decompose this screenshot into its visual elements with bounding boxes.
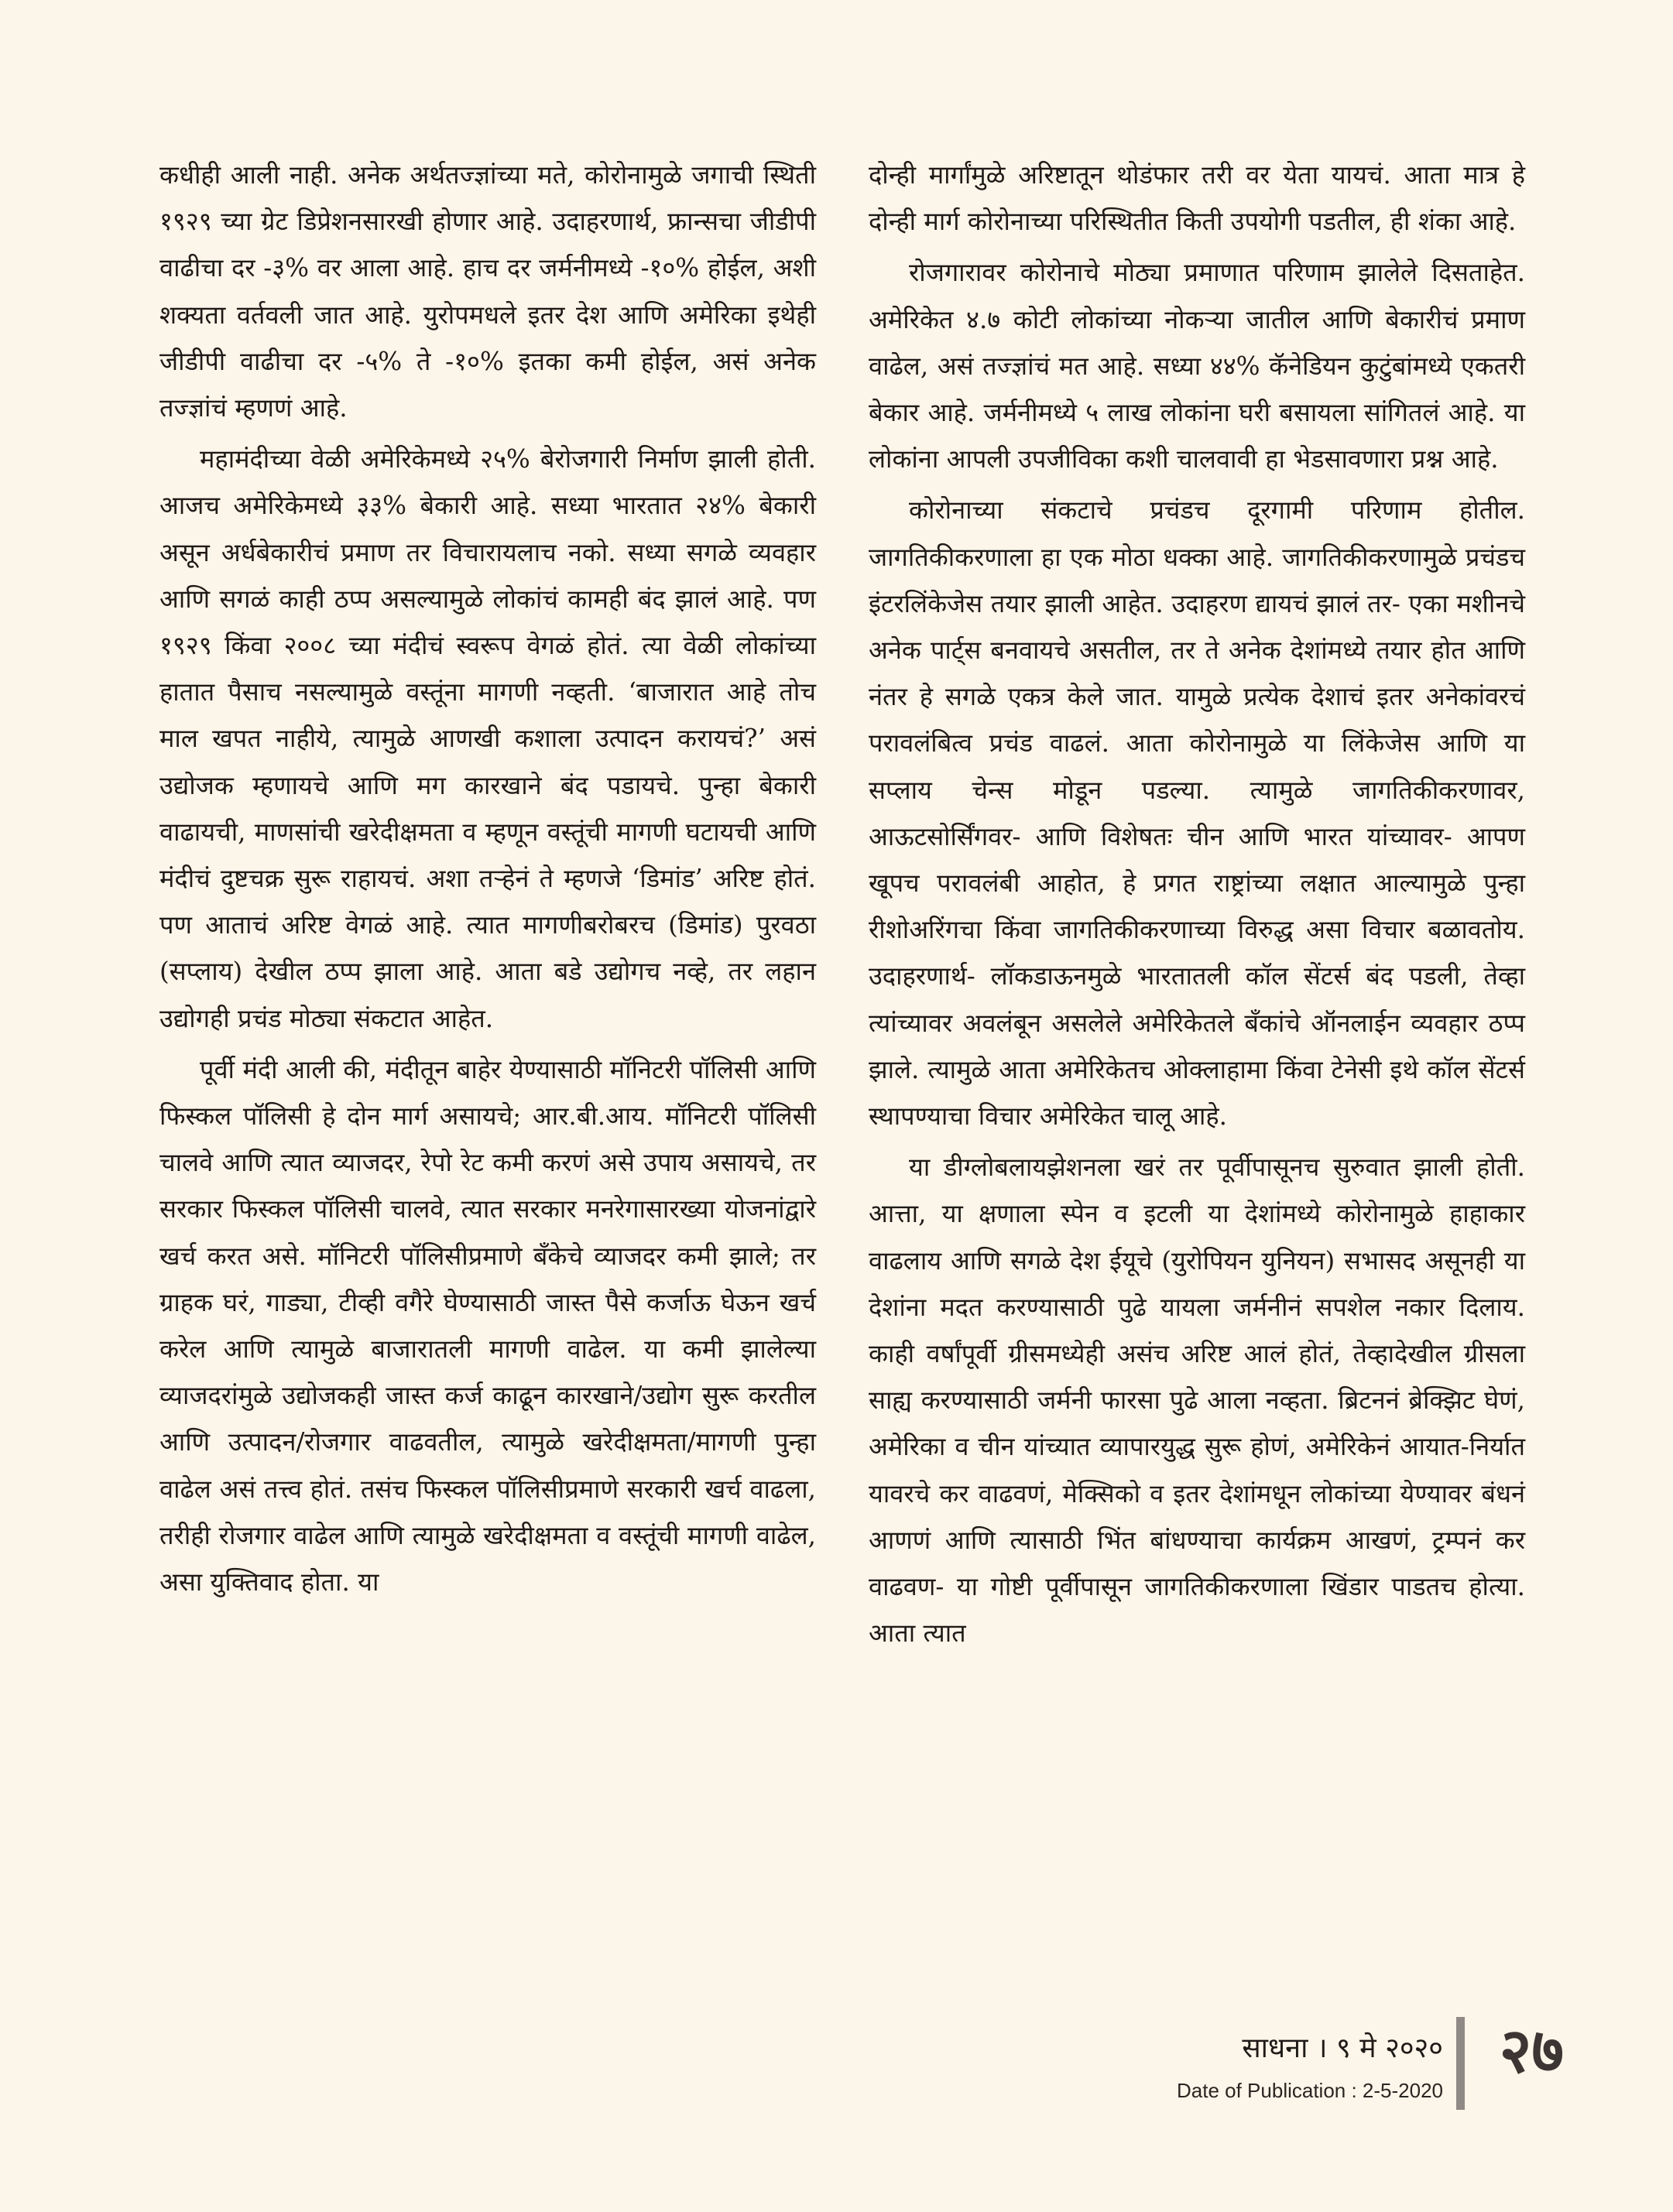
page-footer <box>1146 2011 1579 2135</box>
right-column <box>869 152 1525 1657</box>
paragraph: कधीही आली नाही. अनेक अर्थतज्ज्ञांच्या मते, कोरोनामुळे जगाची स्थिती १९२९ च्या ग्रेट डिप्रेशनसारखी होणार आहे. उदाहरणार्थ, फ्रान्सचा जीडीपी वाढीचा दर -३% वर आला आहे. हाच दर जर्मनीमध्ये -१०% होईल, अशी शक्यता वर्तवली जात आहे. युरोपमधले इतर देश आणि अमेरिका इथेही जीडीपी वाढीचा दर -५% ते -१०% इतका कमी होईल, असं अनेक तज्ज्ञांचं म्हणणं आहे. <box>159 160 816 423</box>
paragraph: महामंदीच्या वेळी अमेरिकेमध्ये २५% बेरोजगारी निर्माण झाली होती. आजच अमेरिकेमध्ये ३३% बेकारी आहे. सध्या भारतात २४% बेकारी असून अर्धबेकारीचं प्रमाण तर विचारायलाच नको. सध्या सगळे व्यवहार आणि सगळं काही ठप्प असल्यामुळे लोकांचं कामही बंद झालं आहे. पण १९२९ किंवा २००८ च्या मंदीचं स्वरूप वेगळं होतं. त्या वेळी लोकांच्या हातात पैसाच नसल्यामुळे वस्तूंना मागणी नव्हती. ‘बाजारात आहे तोच माल खपत नाहीये, त्यामुळे आणखी कशाला उत्पादन करायचं?’ असं उद्योजक म्हणायचे आणि मग कारखाने बंद पडायचे. पुन्हा बेकारी वाढायची, माणसांची खरेदीक्षमता व म्हणून वस्तूंची मागणी घटायची आणि मंदीचं दुष्टचक्र सुरू राहायचं. अशा तऱ्हेनं ते म्हणजे ‘डिमांड’ अरिष्ट होतं. पण आताचं अरिष्ट वेगळं आहे. त्यात मागणीबरोबरच (डिमांड) पुरवठा (सप्लाय) देखील ठप्प झाला आहे. आता बडे उद्योगच नव्हे, तर लहान उद्योगही प्रचंड मोठ्या संकटात आहेत. <box>159 444 816 1033</box>
footer-divider <box>1456 2017 1465 2110</box>
publication-date: Date of Publication : 2-5-2020 <box>1177 2079 1443 2102</box>
paragraph: या डीग्लोबलायझेशनला खरं तर पूर्वीपासूनच सुरुवात झाली होती. आत्ता, या क्षणाला स्पेन व इटली या देशांमध्ये कोरोनामुळे हाहाकार वाढलाय आणि सगळे देश ईयूचे (युरोपियन युनियन) सभासद असूनही या देशांना मदत करण्यासाठी पुढे यायला जर्मनीनं सपशेल नकार दिलाय. काही वर्षांपूर्वी ग्रीसमध्येही असंच अरिष्ट आलं होतं, तेव्हादेखील ग्रीसला साह्य करण्यासाठी जर्मनी फारसा पुढे आला नव्हता. ब्रिटननं ब्रेक्झिट घेणं, अमेरिका व चीन यांच्यात व्यापारयुद्ध सुरू होणं, अमेरिकेनं आयात-निर्यात यावरचे कर वाढवणं, मेक्सिको व इतर देशांमधून लोकांच्या येण्यावर बंधनं आणणं आणि त्यासाठी भिंत बांधण्याचा कार्यक्रम आखणं, ट्रम्पनं कर वाढवण- या गोष्टी पूर्वीपासून जागतिकीकरणाला खिंडार पाडतच होत्या. आता त्यात <box>869 1152 1525 1649</box>
paragraph: रोजगारावर कोरोनाचे मोठ्या प्रमाणात परिणाम झालेले दिसताहेत. अमेरिकेत ४.७ कोटी लोकांच्या नोकऱ्या जातील आणि बेकारीचं प्रमाण वाढेल, असं तज्ज्ञांचं मत आहे. सध्या ४४% कॅनेडियन कुटुंबांमध्ये एकतरी बेकार आहे. जर्मनीमध्ये ५ लाख लोकांना घरी बसायला सांगितलं आहे. या लोकांना आपली उपजीविका कशी चालवावी हा भेडसावणारा प्रश्न आहे. <box>869 258 1525 474</box>
paragraph: कोरोनाच्या संकटाचे प्रचंडच दूरगामी परिणाम होतील. जागतिकीकरणाला हा एक मोठा धक्का आहे. जागतिकीकरणामुळे प्रचंडच इंटरलिंकेजेस तयार झाली आहेत. उदाहरण द्यायचं झालं तर- एका मशीनचे अनेक पार्ट्स बनवायचे असतील, तर ते अनेक देशांमध्ये तयार होत आणि नंतर हे सगळे एकत्र केले जात. यामुळे प्रत्येक देशाचं इतर अनेकांवरचं परावलंबित्व प्रचंड वाढलं. आता कोरोनामुळे या लिंकेजेस आणि या सप्लाय चेन्स मोडून पडल्या. त्यामुळे जागतिकीकरणावर, आऊटसोर्सिंगवर- आणि विशेषतः चीन आणि भारत यांच्यावर- आपण खूपच परावलंबी आहोत, हे प्रगत राष्ट्रांच्या लक्षात आल्यामुळे पुन्हा रीशोअरिंगचा किंवा जागतिकीकरणाच्या विरुद्ध असा विचार बळावतोय. उदाहरणार्थ- लॉकडाऊनमुळे भारतातली कॉल सेंटर्स बंद पडली, तेव्हा त्यांच्यावर अवलंबून असलेले अमेरिकेतले बँकांचे ऑनलाईन व्यवहार ठप्प झाले. त्यामुळे आता अमेरिकेतच ओक्लाहामा किंवा टेनेसी इथे कॉल सेंटर्स स्थापण्याचा विचार अमेरिकेत चालू आहे. <box>869 495 1525 1132</box>
paragraph: पूर्वी मंदी आली की, मंदीतून बाहेर येण्यासाठी मॉनिटरी पॉलिसी आणि फिस्कल पॉलिसी हे दोन मार्ग असायचे; आर.बी.आय. मॉनिटरी पॉलिसी चालवे आणि त्यात व्याजदर, रेपो रेट कमी करणं असे उपाय असायचे, तर सरकार फिस्कल पॉलिसी चालवे, त्यात सरकार मनरेगासारख्या योजनांद्वारे खर्च करत असे. मॉनिटरी पॉलिसीप्रमाणे बँकेचे व्याजदर कमी झाले; तर ग्राहक घरं, गाड्या, टीव्ही वगैरे घेण्यासाठी जास्त पैसे कर्जाऊ घेऊन खर्च करेल आणि त्यामुळे बाजारातली मागणी वाढेल. या कमी झालेल्या व्याजदरांमुळे उद्योजकही जास्त कर्ज काढून कारखाने/उद्योग सुरू करतील आणि उत्पादन/रोजगार वाढवतील, त्यामुळे खरेदीक्षमता/मागणी पुन्हा वाढेल असं तत्त्व होतं. तसंच फिस्कल पॉलिसीप्रमाणे सरकारी खर्च वाढला, तरीही रोजगार वाढेल आणि त्यामुळे खरेदीक्षमता व वस्तूंची मागणी वाढेल, असा युक्तिवाद होता. या <box>159 1054 816 1597</box>
page-number: २७ <box>1499 2015 1564 2087</box>
left-column <box>159 152 816 1605</box>
magazine-issue: साधना । ९ मे २०२० <box>1242 2032 1443 2064</box>
paragraph: दोन्ही मार्गांमुळे अरिष्टातून थोडंफार तरी वर येता यायचं. आता मात्र हे दोन्ही मार्ग कोरोनाच्या परिस्थितीत किती उपयोगी पडतील, ही शंका आहे. <box>869 160 1525 237</box>
